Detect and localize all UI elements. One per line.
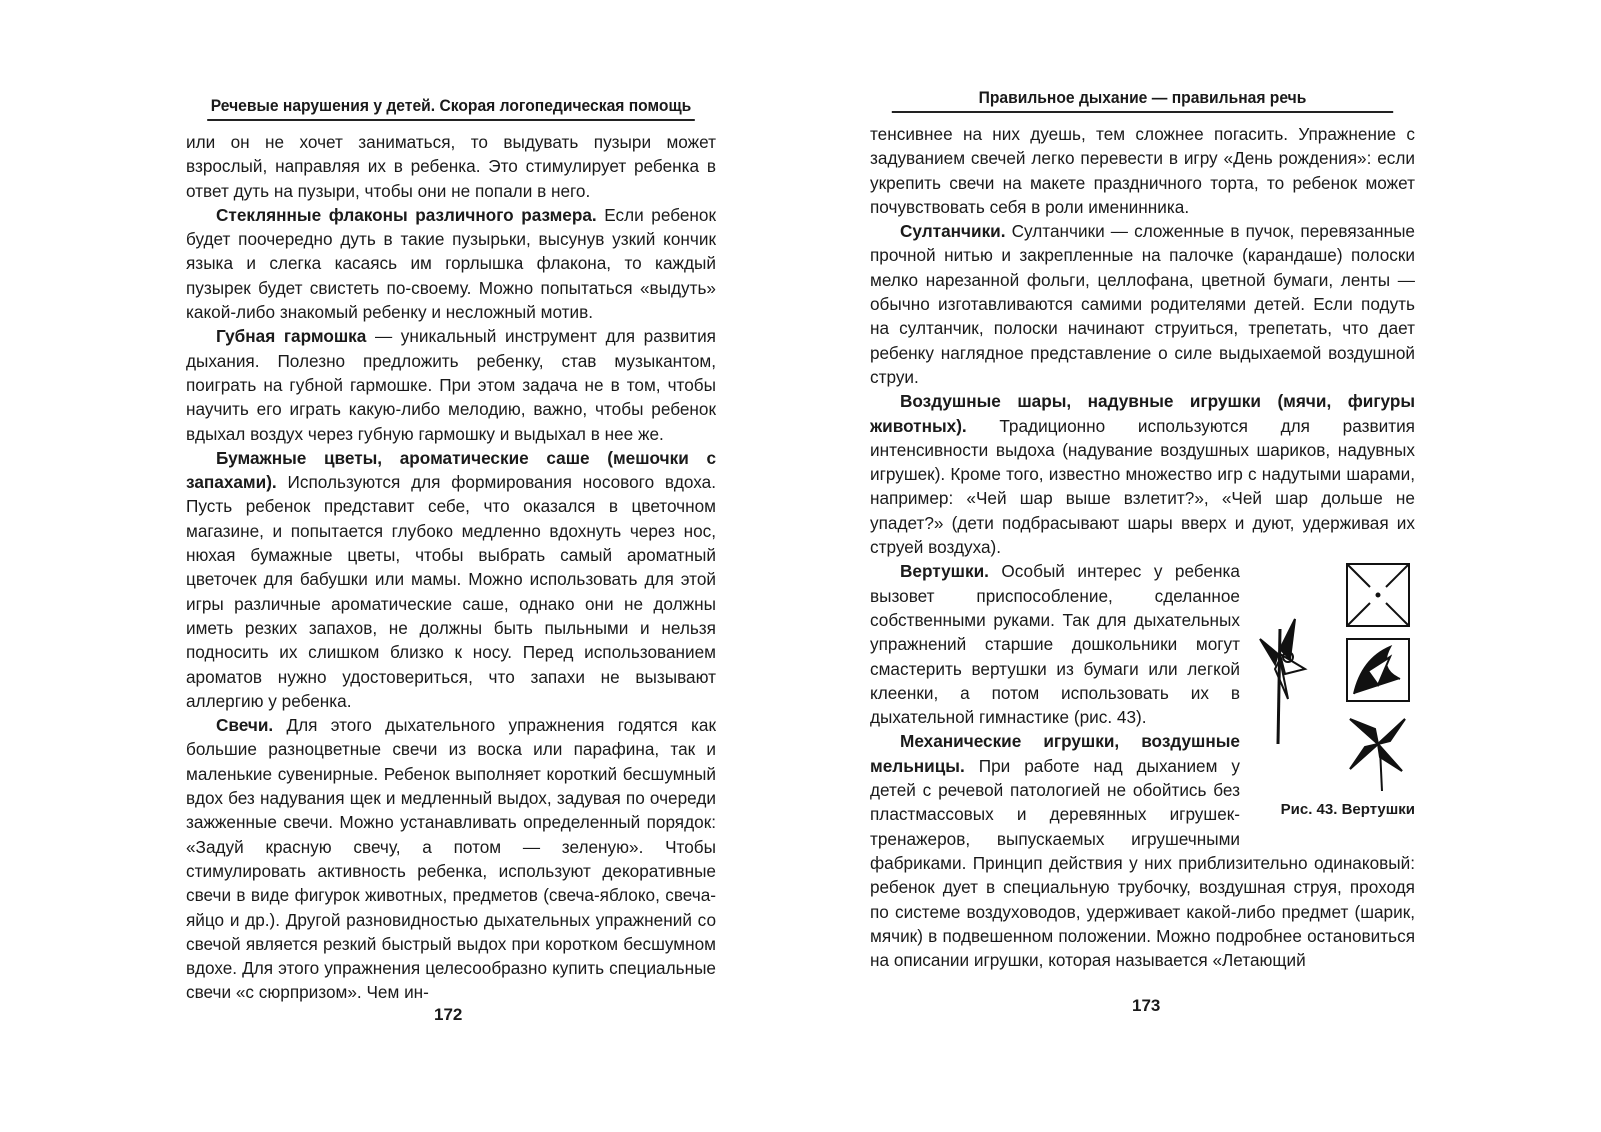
paragraph: Султанчики. Султанчики — сложенные в пучок, перевязанные прочной нитью и закрепленные на палочке (карандаше) полоски мелко нарезанной фольги, целлофана, цветной бумаги, ленты — обычно изготавливаются самими родителями детей. Если подуть на султанчик, полоски начинают струиться, трепетать, что дает ребенку наглядное представление о силе выдыхаемой воздушной струи. (870, 221, 1415, 387)
paragraph-lead: Бумажные цветы, ароматические саше (мешочки с запахами). (186, 447, 716, 493)
paragraph: или он не хочет заниматься, то выдувать пузыри может взрослый, направляя их в ребенка. Это стимулирует ребенка в ответ дуть на пузыри, чтобы они не попали в него. (186, 132, 716, 201)
running-header: Речевые нарушения у детей. Скорая логопедическая помощь (207, 96, 695, 121)
paragraph-lead: Губная гармошка (216, 326, 367, 347)
paragraph: Вертушки. Особый интерес у ребенка вызовет приспособление, сделанное собственными руками. Так для дыхательных упражнений старшие дошкольники могут смастерить вертушки из бумаги или легкой клеенки, а потом использовать их в дыхательной гимнастике (рис. 43). (870, 561, 1240, 728)
figure-caption: Рис. 43. Вертушки (1280, 801, 1415, 819)
paragraph-lead: Султанчики. (900, 221, 1006, 242)
page-number: 172 (434, 1005, 463, 1024)
paragraph: Механические игрушки, воздушные мельницы. При работе над дыханием у детей с речевой патологией не обойтись без пластмассовых и деревянных игрушек-тренажеров, выпускаемых игрушечными фабриками. Принцип действия у них приблизительно одинаковый: ребенок дует в специальную трубочку, воздушная струя, проходя по системе воздуховодов, удерживает какой-либо предмет (шарик, мячик) в подвешенном положении. Можно подробнее остановиться на описании игрушки, которая называется «Летающий (870, 731, 1415, 971)
page-number: 173 (1132, 996, 1161, 1015)
paragraph-lead: Вертушки. (900, 561, 989, 582)
page-body (870, 122, 1415, 972)
paragraph-lead: Свечи. (216, 715, 274, 736)
paragraph: тенсивнее на них дуешь, тем сложнее погасить. Упражнение с задуванием свечей легко перевести в игру «День рождения»: если укрепить свечи на макете праздничного торта, то ребенок может почувствовать себя в роли именинника. (870, 124, 1415, 217)
pinwheel-figure (1250, 559, 1415, 822)
paragraph: Губная гармошка — уникальный инструмент для развития дыхания. Полезно предложить ребенку, став музыкантом, поиграть на губной гармошке. При этом задача не в том, чтобы научить его играть какую-либо мелодию, важно, чтобы ребенок вдыхал воздух через губную гармошку и выдыхал в нее же. (186, 326, 716, 444)
running-header: Правильное дыхание — правильная речь (892, 88, 1393, 113)
paragraph: Свечи. Для этого дыхательного упражнения годятся как большие разноцветные свечи из воска или парафина, так и маленькие сувенирные. Ребенок выполняет короткий бесшумный вдох без надувания щек и медленный выдох, задувая по очереди зажженные свечи. Можно устанавливать определенный порядок: «Задуй красную свечу, а потом — зеленую». Чтобы стимулировать активность ребенка, используют декоративные свечи в виде фигурок животных, предметов (свеча-яблоко, свеча-яйцо и др.). Другой разновидностью дыхательных упражнений со свечой является резкий быстрый выдох при коротком бесшумном вдохе. Для этого упражнения целесообразно купить специальные свечи «с сюрпризом». Чем ин- (186, 715, 716, 1003)
paragraph: Бумажные цветы, ароматические саше (мешочки с запахами). Используются для формирования носового вдоха. Пусть ребенок представит себе, что оказался в цветочном магазине, и попытается глубоко медленно вдохнуть через нос, нюхая бумажные цветы, чтобы выбрать самый ароматный цветочек для бабушки или мамы. Можно использовать для этой игры различные ароматические саше, однако они не должны иметь резких запахов, не должны быть пыльными и нельзя подносить их слишком близко к носу. Перед использованием ароматов нужно удостовериться, что запахи не вызывают аллергию у ребенка. (186, 447, 716, 711)
paragraph-lead: Механические игрушки, воздушные мельницы. (870, 731, 1240, 776)
paragraph: Воздушные шары, надувные игрушки (мячи, фигуры животных). Традиционно используются для развития интенсивности выдоха (надувание воздушных шариков, надувных игрушек). Кроме того, известно множество игр с надутыми шарами, например: «Чей шар выше взлетит?», «Чей шар дольше не упадет?» (дети подбрасывают шары вверх и дуют, удерживая их струей воздуха). (870, 391, 1415, 558)
page-body (186, 130, 716, 1005)
paragraph-lead: Воздушные шары, надувные игрушки (мячи, фигуры животных). (870, 391, 1415, 436)
paragraph-lead: Стеклянные флаконы различного размера. (216, 204, 597, 225)
paragraph: Стеклянные флаконы различного размера. Если ребенок будет поочередно дуть в такие пузырьки, высунув узкий кончик языка и слегка касаясь им горлышка флакона, то каждый пузырек будет свистеть по-своему. Можно попытаться «выдуть» какой-либо знакомый ребенку и несложный мотив. (186, 204, 716, 323)
pinwheel-illustration (1250, 559, 1415, 794)
